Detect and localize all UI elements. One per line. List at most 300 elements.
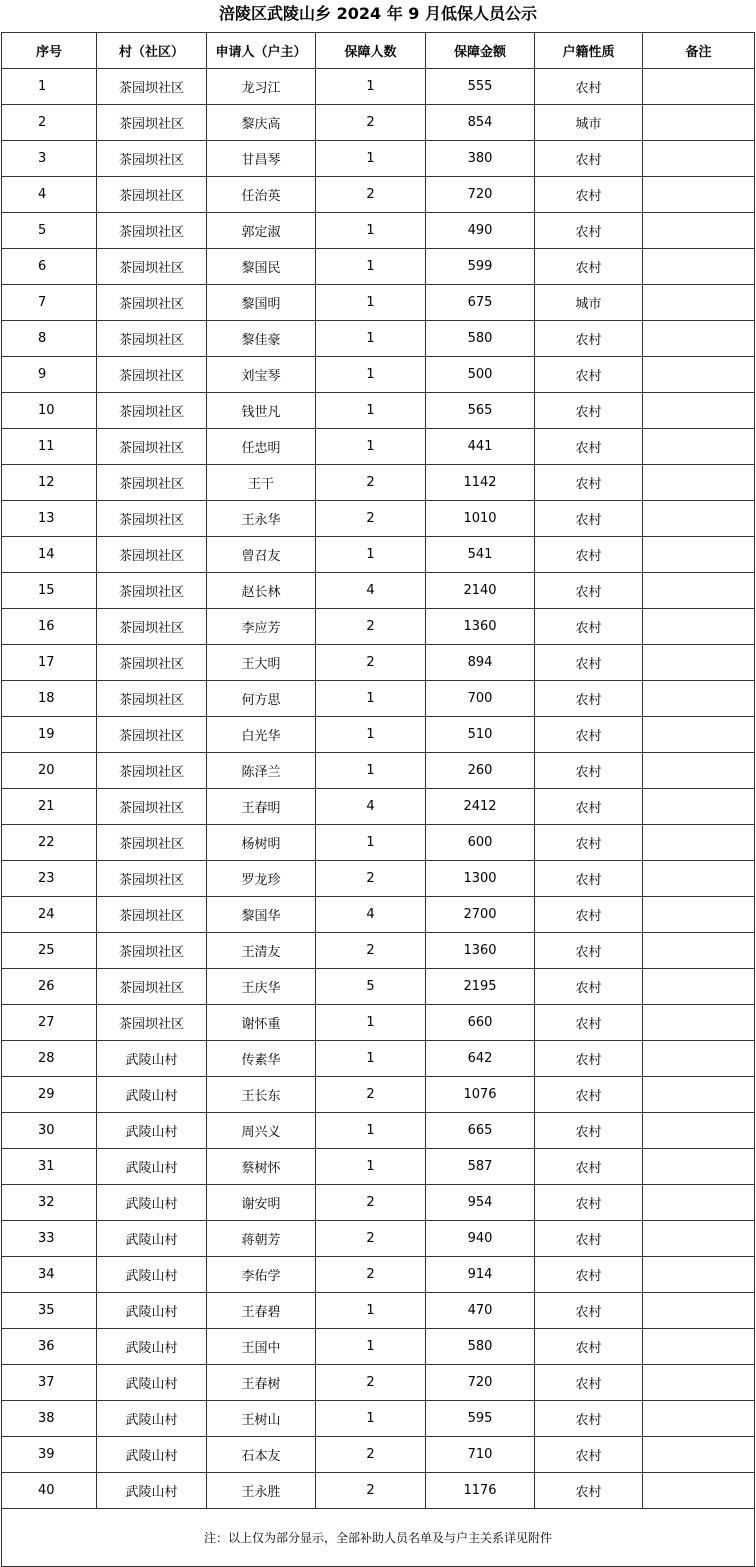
cell-amount: 1010 (426, 501, 535, 537)
cell-applicant: 李应芳 (207, 609, 316, 645)
cell-household-type: 农村 (535, 141, 643, 177)
cell-applicant: 杨树明 (207, 825, 316, 861)
cell-household-type: 农村 (535, 1041, 643, 1077)
cell-persons: 1 (316, 1293, 426, 1329)
cell-remark (643, 69, 755, 105)
cell-remark (643, 573, 755, 609)
cell-amount: 894 (426, 645, 535, 681)
cell-persons: 1 (316, 141, 426, 177)
cell-amount: 380 (426, 141, 535, 177)
cell-seq: 40 (2, 1473, 97, 1509)
cell-applicant: 蒋朝芳 (207, 1221, 316, 1257)
cell-seq: 31 (2, 1149, 97, 1185)
cell-applicant: 谢怀重 (207, 1005, 316, 1041)
cell-persons: 1 (316, 1041, 426, 1077)
cell-applicant: 刘宝琴 (207, 357, 316, 393)
table-row (2, 249, 755, 285)
cell-amount: 665 (426, 1113, 535, 1149)
cell-applicant: 王永华 (207, 501, 316, 537)
cell-amount: 555 (426, 69, 535, 105)
cell-amount: 1360 (426, 609, 535, 645)
cell-remark (643, 609, 755, 645)
cell-village: 武陵山村 (97, 1077, 207, 1113)
cell-amount: 2412 (426, 789, 535, 825)
cell-applicant: 石本友 (207, 1437, 316, 1473)
cell-household-type: 城市 (535, 105, 643, 141)
cell-seq: 14 (2, 537, 97, 573)
cell-persons: 2 (316, 933, 426, 969)
cell-seq: 26 (2, 969, 97, 1005)
cell-seq: 36 (2, 1329, 97, 1365)
cell-seq: 4 (2, 177, 97, 213)
cell-seq: 1 (2, 69, 97, 105)
cell-amount: 642 (426, 1041, 535, 1077)
cell-persons: 1 (316, 825, 426, 861)
cell-persons: 1 (316, 717, 426, 753)
table-row (2, 465, 755, 501)
cell-persons: 2 (316, 1077, 426, 1113)
cell-applicant: 黎佳豪 (207, 321, 316, 357)
table-row (2, 681, 755, 717)
cell-village: 茶园坝社区 (97, 933, 207, 969)
cell-village: 茶园坝社区 (97, 681, 207, 717)
cell-remark (643, 393, 755, 429)
cell-remark (643, 825, 755, 861)
table-row (2, 1149, 755, 1185)
cell-persons: 2 (316, 609, 426, 645)
cell-applicant: 王长东 (207, 1077, 316, 1113)
cell-village: 茶园坝社区 (97, 105, 207, 141)
table-row (2, 537, 755, 573)
table-row (2, 213, 755, 249)
cell-household-type: 农村 (535, 573, 643, 609)
table-row (2, 501, 755, 537)
table-row (2, 1005, 755, 1041)
cell-household-type: 农村 (535, 1437, 643, 1473)
cell-seq: 6 (2, 249, 97, 285)
cell-applicant: 王春碧 (207, 1293, 316, 1329)
cell-persons: 2 (316, 1437, 426, 1473)
cell-remark (643, 1365, 755, 1401)
cell-village: 武陵山村 (97, 1221, 207, 1257)
cell-amount: 541 (426, 537, 535, 573)
cell-amount: 565 (426, 393, 535, 429)
cell-applicant: 钱世凡 (207, 393, 316, 429)
cell-household-type: 农村 (535, 609, 643, 645)
cell-applicant: 赵长林 (207, 573, 316, 609)
cell-remark (643, 213, 755, 249)
cell-remark (643, 177, 755, 213)
cell-household-type: 农村 (535, 717, 643, 753)
table-row (2, 141, 755, 177)
cell-seq: 8 (2, 321, 97, 357)
cell-seq: 13 (2, 501, 97, 537)
cell-applicant: 任治英 (207, 177, 316, 213)
table-row (2, 1437, 755, 1473)
cell-seq: 5 (2, 213, 97, 249)
cell-amount: 260 (426, 753, 535, 789)
cell-applicant: 王大明 (207, 645, 316, 681)
cell-village: 茶园坝社区 (97, 825, 207, 861)
table-row (2, 1257, 755, 1293)
cell-applicant: 王春明 (207, 789, 316, 825)
table-row (2, 1365, 755, 1401)
cell-remark (643, 465, 755, 501)
table-row (2, 969, 755, 1005)
cell-amount: 600 (426, 825, 535, 861)
cell-applicant: 周兴义 (207, 1113, 316, 1149)
cell-household-type: 农村 (535, 1401, 643, 1437)
cell-persons: 2 (316, 1257, 426, 1293)
cell-seq: 39 (2, 1437, 97, 1473)
cell-household-type: 农村 (535, 1293, 643, 1329)
footnote: 注：以上仅为部分显示，全部补助人员名单及与户主关系详见附件 (2, 1509, 755, 1567)
header-amount: 保障金额 (426, 33, 535, 69)
cell-household-type: 农村 (535, 1149, 643, 1185)
cell-persons: 1 (316, 285, 426, 321)
table-row (2, 1185, 755, 1221)
cell-applicant: 曾召友 (207, 537, 316, 573)
cell-household-type: 农村 (535, 465, 643, 501)
cell-amount: 470 (426, 1293, 535, 1329)
cell-village: 茶园坝社区 (97, 429, 207, 465)
cell-persons: 2 (316, 1365, 426, 1401)
cell-persons: 2 (316, 1473, 426, 1509)
cell-remark (643, 645, 755, 681)
cell-seq: 11 (2, 429, 97, 465)
cell-seq: 19 (2, 717, 97, 753)
cell-village: 茶园坝社区 (97, 141, 207, 177)
cell-seq: 28 (2, 1041, 97, 1077)
table-row (2, 1329, 755, 1365)
cell-amount: 1142 (426, 465, 535, 501)
cell-persons: 2 (316, 501, 426, 537)
cell-household-type: 农村 (535, 1473, 643, 1509)
cell-amount: 510 (426, 717, 535, 753)
cell-persons: 1 (316, 357, 426, 393)
cell-remark (643, 357, 755, 393)
cell-remark (643, 141, 755, 177)
cell-persons: 4 (316, 789, 426, 825)
cell-village: 武陵山村 (97, 1401, 207, 1437)
cell-seq: 38 (2, 1401, 97, 1437)
cell-household-type: 农村 (535, 969, 643, 1005)
cell-village: 茶园坝社区 (97, 465, 207, 501)
cell-persons: 2 (316, 1185, 426, 1221)
header-village: 村（社区） (97, 33, 207, 69)
cell-household-type: 农村 (535, 1365, 643, 1401)
cell-applicant: 郭定淑 (207, 213, 316, 249)
cell-amount: 599 (426, 249, 535, 285)
cell-amount: 720 (426, 177, 535, 213)
cell-seq: 2 (2, 105, 97, 141)
header-persons: 保障人数 (316, 33, 426, 69)
cell-persons: 2 (316, 861, 426, 897)
table-row (2, 717, 755, 753)
cell-seq: 20 (2, 753, 97, 789)
cell-seq: 25 (2, 933, 97, 969)
cell-remark (643, 1185, 755, 1221)
cell-amount: 710 (426, 1437, 535, 1473)
header-seq: 序号 (2, 33, 97, 69)
cell-remark (643, 429, 755, 465)
cell-applicant: 罗龙珍 (207, 861, 316, 897)
table-row (2, 897, 755, 933)
cell-household-type: 农村 (535, 1005, 643, 1041)
cell-household-type: 农村 (535, 1185, 643, 1221)
cell-applicant: 甘昌琴 (207, 141, 316, 177)
cell-village: 茶园坝社区 (97, 69, 207, 105)
cell-seq: 37 (2, 1365, 97, 1401)
footnote-row (2, 1509, 755, 1567)
cell-persons: 1 (316, 69, 426, 105)
cell-village: 茶园坝社区 (97, 213, 207, 249)
cell-remark (643, 1041, 755, 1077)
table-row (2, 1077, 755, 1113)
table-row (2, 933, 755, 969)
cell-village: 茶园坝社区 (97, 537, 207, 573)
cell-village: 茶园坝社区 (97, 861, 207, 897)
cell-remark (643, 1473, 755, 1509)
cell-seq: 17 (2, 645, 97, 681)
cell-amount: 441 (426, 429, 535, 465)
cell-remark (643, 1077, 755, 1113)
cell-amount: 2700 (426, 897, 535, 933)
cell-remark (643, 969, 755, 1005)
table-row (2, 285, 755, 321)
cell-applicant: 任忠明 (207, 429, 316, 465)
cell-persons: 4 (316, 573, 426, 609)
table-body (2, 69, 755, 1509)
cell-household-type: 农村 (535, 681, 643, 717)
cell-remark (643, 717, 755, 753)
cell-applicant: 王树山 (207, 1401, 316, 1437)
cell-applicant: 王国中 (207, 1329, 316, 1365)
cell-village: 茶园坝社区 (97, 969, 207, 1005)
table-row (2, 645, 755, 681)
header-row (2, 33, 755, 69)
cell-remark (643, 861, 755, 897)
cell-household-type: 农村 (535, 789, 643, 825)
cell-household-type: 农村 (535, 321, 643, 357)
header-household-type: 户籍性质 (535, 33, 643, 69)
cell-amount: 2195 (426, 969, 535, 1005)
cell-persons: 2 (316, 1221, 426, 1257)
table-row (2, 789, 755, 825)
cell-amount: 1076 (426, 1077, 535, 1113)
table-row (2, 1401, 755, 1437)
cell-remark (643, 1113, 755, 1149)
cell-amount: 580 (426, 321, 535, 357)
cell-village: 武陵山村 (97, 1365, 207, 1401)
cell-persons: 4 (316, 897, 426, 933)
cell-amount: 660 (426, 1005, 535, 1041)
cell-seq: 3 (2, 141, 97, 177)
cell-village: 茶园坝社区 (97, 249, 207, 285)
cell-remark (643, 321, 755, 357)
table-row (2, 393, 755, 429)
table-footer (2, 1509, 755, 1567)
cell-village: 武陵山村 (97, 1041, 207, 1077)
cell-village: 茶园坝社区 (97, 753, 207, 789)
page-title: 涪陵区武陵山乡 2024 年 9 月低保人员公示 (219, 4, 537, 23)
cell-seq: 21 (2, 789, 97, 825)
cell-seq: 34 (2, 1257, 97, 1293)
cell-household-type: 农村 (535, 1077, 643, 1113)
cell-applicant: 王春树 (207, 1365, 316, 1401)
cell-persons: 1 (316, 321, 426, 357)
cell-remark (643, 1437, 755, 1473)
cell-amount: 2140 (426, 573, 535, 609)
table-row (2, 1041, 755, 1077)
cell-amount: 580 (426, 1329, 535, 1365)
cell-village: 武陵山村 (97, 1257, 207, 1293)
cell-household-type: 农村 (535, 69, 643, 105)
cell-amount: 587 (426, 1149, 535, 1185)
cell-remark (643, 537, 755, 573)
cell-seq: 18 (2, 681, 97, 717)
cell-remark (643, 1005, 755, 1041)
cell-household-type: 农村 (535, 429, 643, 465)
cell-amount: 1360 (426, 933, 535, 969)
cell-household-type: 农村 (535, 249, 643, 285)
cell-household-type: 农村 (535, 645, 643, 681)
table-row (2, 1473, 755, 1509)
cell-amount: 595 (426, 1401, 535, 1437)
cell-persons: 5 (316, 969, 426, 1005)
cell-village: 茶园坝社区 (97, 645, 207, 681)
cell-household-type: 农村 (535, 1329, 643, 1365)
table-header (2, 33, 755, 69)
cell-seq: 7 (2, 285, 97, 321)
cell-household-type: 农村 (535, 501, 643, 537)
cell-persons: 1 (316, 753, 426, 789)
cell-remark (643, 789, 755, 825)
cell-applicant: 传素华 (207, 1041, 316, 1077)
table-row (2, 429, 755, 465)
cell-applicant: 黎国华 (207, 897, 316, 933)
cell-remark (643, 1221, 755, 1257)
cell-household-type: 农村 (535, 213, 643, 249)
cell-village: 茶园坝社区 (97, 177, 207, 213)
cell-seq: 30 (2, 1113, 97, 1149)
cell-seq: 12 (2, 465, 97, 501)
cell-applicant: 黎国民 (207, 249, 316, 285)
cell-remark (643, 249, 755, 285)
cell-seq: 15 (2, 573, 97, 609)
cell-village: 武陵山村 (97, 1293, 207, 1329)
cell-persons: 1 (316, 1329, 426, 1365)
cell-amount: 1300 (426, 861, 535, 897)
cell-village: 武陵山村 (97, 1437, 207, 1473)
table-row (2, 1293, 755, 1329)
cell-persons: 1 (316, 213, 426, 249)
cell-persons: 2 (316, 177, 426, 213)
cell-household-type: 农村 (535, 537, 643, 573)
cell-village: 茶园坝社区 (97, 573, 207, 609)
cell-remark (643, 1293, 755, 1329)
cell-persons: 1 (316, 1113, 426, 1149)
cell-household-type: 农村 (535, 1221, 643, 1257)
cell-persons: 1 (316, 681, 426, 717)
cell-village: 茶园坝社区 (97, 609, 207, 645)
cell-persons: 1 (316, 537, 426, 573)
table-row (2, 321, 755, 357)
cell-village: 武陵山村 (97, 1149, 207, 1185)
cell-persons: 2 (316, 105, 426, 141)
cell-amount: 954 (426, 1185, 535, 1221)
cell-applicant: 王庆华 (207, 969, 316, 1005)
cell-remark (643, 1149, 755, 1185)
cell-persons: 1 (316, 429, 426, 465)
cell-persons: 1 (316, 1401, 426, 1437)
cell-applicant: 王清友 (207, 933, 316, 969)
cell-remark (643, 1329, 755, 1365)
cell-remark (643, 897, 755, 933)
cell-amount: 700 (426, 681, 535, 717)
cell-applicant: 龙习江 (207, 69, 316, 105)
cell-applicant: 陈泽兰 (207, 753, 316, 789)
cell-amount: 720 (426, 1365, 535, 1401)
cell-seq: 27 (2, 1005, 97, 1041)
cell-applicant: 蔡树怀 (207, 1149, 316, 1185)
cell-household-type: 农村 (535, 177, 643, 213)
cell-applicant: 黎庆高 (207, 105, 316, 141)
cell-seq: 24 (2, 897, 97, 933)
cell-village: 茶园坝社区 (97, 717, 207, 753)
cell-village: 茶园坝社区 (97, 357, 207, 393)
table-row (2, 753, 755, 789)
cell-amount: 914 (426, 1257, 535, 1293)
cell-village: 茶园坝社区 (97, 321, 207, 357)
cell-applicant: 黎国明 (207, 285, 316, 321)
cell-persons: 2 (316, 645, 426, 681)
cell-household-type: 农村 (535, 357, 643, 393)
cell-persons: 1 (316, 393, 426, 429)
cell-applicant: 李佑学 (207, 1257, 316, 1293)
table-row (2, 1221, 755, 1257)
table-row (2, 609, 755, 645)
cell-applicant: 王干 (207, 465, 316, 501)
cell-seq: 10 (2, 393, 97, 429)
cell-village: 茶园坝社区 (97, 393, 207, 429)
cell-remark (643, 1257, 755, 1293)
header-applicant: 申请人（户主） (207, 33, 316, 69)
cell-village: 武陵山村 (97, 1185, 207, 1221)
cell-seq: 29 (2, 1077, 97, 1113)
cell-household-type: 农村 (535, 933, 643, 969)
cell-village: 茶园坝社区 (97, 285, 207, 321)
cell-seq: 32 (2, 1185, 97, 1221)
table-row (2, 357, 755, 393)
cell-remark (643, 285, 755, 321)
cell-remark (643, 1401, 755, 1437)
cell-village: 茶园坝社区 (97, 501, 207, 537)
cell-household-type: 农村 (535, 753, 643, 789)
cell-remark (643, 933, 755, 969)
cell-seq: 33 (2, 1221, 97, 1257)
cell-seq: 35 (2, 1293, 97, 1329)
cell-seq: 23 (2, 861, 97, 897)
cell-amount: 490 (426, 213, 535, 249)
cell-village: 武陵山村 (97, 1473, 207, 1509)
cell-village: 茶园坝社区 (97, 1005, 207, 1041)
cell-persons: 1 (316, 1005, 426, 1041)
cell-household-type: 农村 (535, 825, 643, 861)
cell-persons: 1 (316, 1149, 426, 1185)
cell-village: 茶园坝社区 (97, 789, 207, 825)
table-row (2, 177, 755, 213)
